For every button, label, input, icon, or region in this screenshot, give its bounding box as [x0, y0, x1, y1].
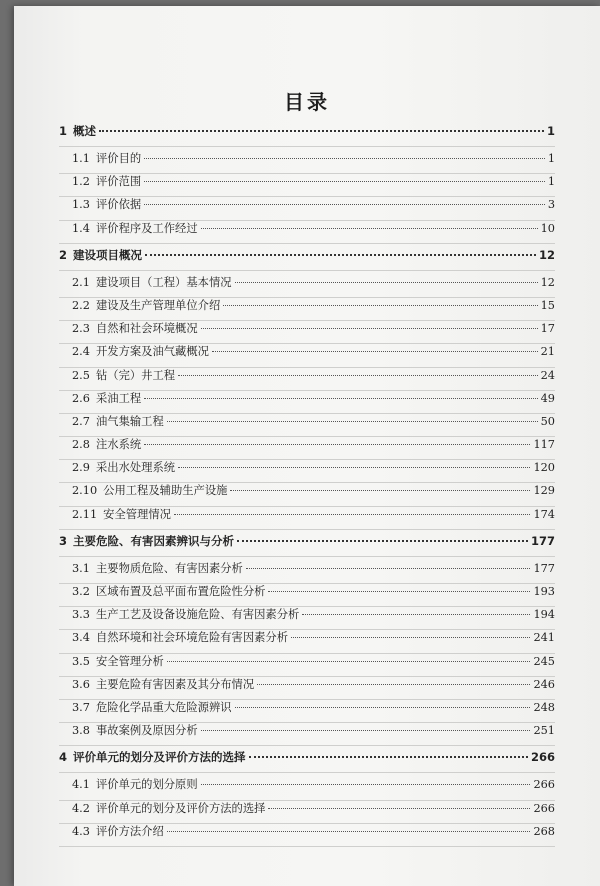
toc-section-entry: [59, 506, 555, 529]
dot-leader: [223, 305, 537, 306]
toc-entry-number: 1.1: [72, 152, 90, 165]
entry-underline: [59, 146, 555, 147]
toc-entry-label: 主要物质危险、有害因素分析: [95, 561, 243, 575]
toc-entry-label: 钻（完）井工程: [95, 368, 176, 382]
toc-section-entry: [59, 583, 555, 606]
toc-entry-page-number: 194: [533, 608, 555, 622]
toc-entry-page-number: 24: [540, 368, 555, 382]
toc-entry-page-number: 251: [533, 724, 555, 738]
toc-entry-page-number: 129: [533, 484, 555, 498]
toc-entry-label: 危险化学品重大危险源辨识: [95, 700, 232, 714]
toc-entry-label: 采油工程: [95, 391, 142, 405]
toc-entry-page-number: 266: [530, 750, 555, 765]
toc-entry-page-number: 266: [533, 778, 555, 792]
toc-entry-label: 评价范围: [95, 175, 142, 189]
toc-section-entry: [59, 413, 555, 436]
dot-leader: [144, 158, 545, 159]
dot-leader: [235, 282, 538, 283]
dot-leader: [167, 831, 531, 832]
entry-underline: [59, 745, 555, 746]
toc-entry-number: 3.8: [72, 724, 90, 738]
toc-entry-label: 概述: [73, 124, 97, 138]
toc-section-entry: [59, 676, 555, 699]
toc-section-entry: [59, 606, 555, 629]
toc-entry-label: 生产工艺及设备设施危险、有害因素分析: [95, 608, 300, 622]
dot-leader: [257, 684, 530, 685]
page-title: 目录: [284, 90, 330, 114]
toc-section-entry: [59, 274, 555, 297]
toc-entry-page-number: 246: [533, 677, 555, 691]
toc-entry-number: 2.5: [72, 368, 90, 382]
toc-entry-page-number: 21: [540, 345, 555, 359]
toc-entry-page-number: 241: [533, 631, 555, 645]
toc-entry-number: 2.4: [72, 345, 90, 359]
toc-section-entry: [59, 776, 555, 799]
toc-section-entry: [59, 560, 555, 583]
toc-entry-page-number: 266: [533, 801, 555, 815]
toc-entry-label: 评价目的: [95, 152, 142, 165]
toc-entry-page-number: 1: [547, 175, 555, 189]
dot-leader: [201, 328, 538, 329]
toc-entry-label: 油气集输工程: [95, 414, 164, 428]
toc-entry-number: 1.2: [72, 175, 90, 189]
toc-entry-label: 评价程序及工作经过: [95, 221, 198, 235]
toc-entry-page-number: 177: [530, 533, 555, 548]
toc-section-entry: [59, 629, 555, 652]
dot-leader: [249, 756, 528, 758]
toc-entry-label: 开发方案及油气藏概况: [95, 345, 209, 359]
toc-entry-label: 评价单元的划分原则: [95, 778, 198, 792]
toc-entry-number: 4.1: [72, 778, 90, 792]
toc-entry-number: 4.3: [72, 824, 90, 838]
toc-entry-label: 采出水处理系统: [95, 461, 176, 475]
entry-underline: [59, 529, 555, 530]
toc-entry-number: 2.11: [72, 507, 98, 521]
toc-section-entry: [59, 823, 555, 846]
toc-entry-number: 2: [59, 247, 68, 262]
dot-leader: [201, 730, 531, 731]
document-page: [14, 6, 600, 886]
dot-leader: [167, 661, 531, 662]
dot-leader: [201, 228, 538, 229]
toc-section-entry: [59, 367, 555, 390]
toc-entry-page-number: 12: [538, 247, 555, 262]
dot-leader: [178, 467, 530, 468]
toc-entry-page-number: 10: [540, 221, 555, 235]
entry-underline: [59, 270, 555, 271]
toc-entry-label: 评价依据: [95, 198, 142, 212]
dot-leader: [144, 398, 537, 399]
toc-entry-number: 2.7: [72, 414, 90, 428]
dot-leader: [230, 490, 530, 491]
dot-leader: [174, 514, 530, 515]
dot-leader: [144, 204, 545, 205]
toc-entry-page-number: 1: [547, 152, 555, 165]
toc-entry-number: 2.10: [72, 484, 98, 498]
toc-entry-page-number: 268: [533, 824, 555, 838]
toc-entry-number: 2.3: [72, 322, 90, 336]
dot-leader: [212, 351, 538, 352]
toc-entry-label: 事故案例及原因分析: [95, 724, 198, 738]
toc-entry-page-number: 50: [540, 414, 555, 428]
toc-entry-number: 3.3: [72, 608, 90, 622]
table-of-contents: [59, 119, 555, 846]
toc-entry-label: 注水系统: [95, 438, 142, 452]
toc-entry-page-number: 49: [540, 391, 555, 405]
dot-leader: [201, 784, 531, 785]
dot-leader: [237, 540, 528, 542]
toc-entry-number: 3.5: [72, 654, 90, 668]
toc-chapter-entry: [59, 749, 555, 772]
toc-entry-label: 评价单元的划分及评价方法的选择: [73, 750, 246, 765]
entry-underline: [59, 243, 555, 244]
dot-leader: [99, 130, 544, 132]
toc-section-entry: [59, 653, 555, 676]
entry-underline: [59, 772, 555, 773]
toc-section-entry: [59, 459, 555, 482]
toc-entry-page-number: 17: [540, 322, 555, 336]
toc-section-entry: [59, 436, 555, 459]
entry-underline: [59, 846, 555, 847]
toc-entry-label: 自然和社会环境概况: [95, 322, 198, 336]
entry-underline: [59, 556, 555, 557]
toc-entry-page-number: 3: [547, 198, 555, 212]
toc-entry-label: 建设项目（工程）基本情况: [95, 275, 232, 289]
toc-entry-label: 安全管理分析: [95, 654, 164, 668]
toc-chapter-entry: [59, 247, 555, 270]
dot-leader: [145, 254, 536, 256]
toc-entry-number: 3.6: [72, 677, 90, 691]
toc-entry-number: 1.3: [72, 198, 90, 212]
toc-entry-number: 1.4: [72, 221, 90, 235]
toc-entry-number: 1: [59, 124, 68, 138]
toc-section-entry: [59, 196, 555, 219]
dot-leader: [144, 181, 545, 182]
dot-leader: [268, 808, 530, 809]
toc-entry-label: 主要危险有害因素及其分布情况: [95, 677, 255, 691]
toc-section-entry: [59, 722, 555, 745]
toc-chapter-entry: [59, 123, 555, 146]
dot-leader: [235, 707, 531, 708]
toc-chapter-entry: [59, 533, 555, 556]
toc-entry-label: 区域布置及总平面布置危险性分析: [95, 585, 266, 598]
dot-leader: [302, 614, 530, 615]
toc-section-entry: [59, 297, 555, 320]
toc-entry-label: 建设项目概况: [73, 247, 143, 262]
toc-entry-label: 评价单元的划分及评价方法的选择: [95, 801, 266, 815]
toc-entry-page-number: 193: [533, 585, 555, 598]
toc-entry-page-number: 117: [533, 438, 555, 452]
toc-section-entry: [59, 320, 555, 343]
toc-entry-label: 安全管理情况: [103, 507, 171, 521]
toc-section-entry: [59, 150, 555, 173]
toc-entry-number: 3.4: [72, 631, 90, 645]
toc-section-entry: [59, 220, 555, 243]
toc-entry-page-number: 245: [533, 654, 555, 668]
toc-entry-page-number: 1: [546, 124, 555, 138]
toc-entry-number: 4.2: [72, 801, 90, 815]
toc-section-entry: [59, 699, 555, 722]
dot-leader: [291, 637, 530, 638]
toc-entry-page-number: 248: [533, 700, 555, 714]
dot-leader: [144, 444, 530, 445]
toc-section-entry: [59, 482, 555, 505]
toc-entry-number: 3.7: [72, 700, 90, 714]
toc-entry-number: 2.1: [72, 275, 90, 289]
dot-leader: [167, 421, 538, 422]
dot-leader: [246, 568, 531, 569]
toc-entry-label: 公用工程及辅助生产设施: [103, 484, 228, 498]
toc-entry-number: 3.1: [72, 561, 90, 575]
toc-entry-label: 主要危险、有害因素辨识与分析: [73, 533, 235, 548]
toc-entry-number: 2.6: [72, 391, 90, 405]
toc-entry-page-number: 177: [533, 561, 555, 575]
toc-entry-number: 2.9: [72, 461, 90, 475]
toc-entry-page-number: 120: [533, 461, 555, 475]
toc-section-entry: [59, 390, 555, 413]
toc-entry-label: 建设及生产管理单位介绍: [95, 298, 221, 312]
toc-section-entry: [59, 173, 555, 196]
dot-leader: [268, 591, 530, 592]
toc-entry-label: 自然环境和社会环境危险有害因素分析: [95, 631, 289, 645]
dot-leader: [178, 375, 538, 376]
toc-entry-number: 2.8: [72, 438, 90, 452]
toc-section-entry: [59, 343, 555, 366]
toc-entry-page-number: 15: [540, 298, 555, 312]
toc-section-entry: [59, 800, 555, 823]
toc-entry-label: 评价方法介绍: [95, 824, 164, 838]
toc-entry-number: 2.2: [72, 298, 90, 312]
toc-entry-number: 4: [59, 750, 68, 765]
toc-entry-page-number: 174: [533, 507, 555, 521]
toc-entry-number: 3.2: [72, 585, 90, 598]
toc-entry-number: 3: [59, 533, 68, 548]
toc-entry-page-number: 12: [540, 275, 555, 289]
